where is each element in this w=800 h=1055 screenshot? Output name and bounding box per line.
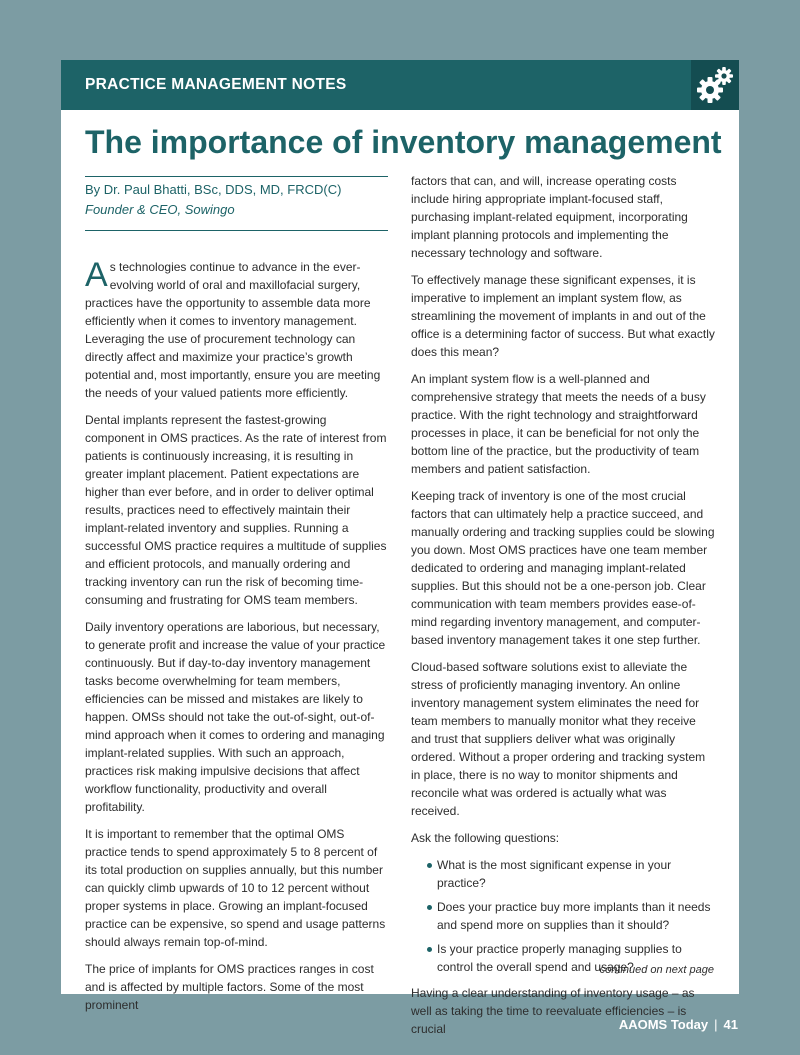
byline-bottom-rule — [85, 230, 388, 231]
byline — [85, 180, 388, 220]
questions-list — [411, 856, 716, 976]
paragraph: Cloud-based software solutions exist to alleviate the stress of proficiently managing inventory. An online inventory management system eliminates the need for team members to manually monitor what they receive and trust that suppliers deliver what was originally ordered. Without a proper ordering and tracking system in place, there is no way to monitor shipments and reconcile what was ordered is actually what was received. — [411, 660, 706, 818]
author-role: Founder & CEO, Sowingo — [85, 202, 235, 217]
byline-top-rule — [85, 176, 388, 177]
question-item: Is your practice properly managing supplies to control the overall spend and usage? — [427, 940, 716, 976]
author-name: By Dr. Paul Bhatti, BSc, DDS, MD, FRCD(C) — [85, 182, 342, 197]
closing-paragraph: Having a clear understanding of inventory usage – as well as taking the time to reevaluate efficiencies – is crucial — [411, 986, 695, 1036]
drop-cap: A — [85, 256, 108, 294]
intro-text: s technologies continue to advance in the ever-evolving world of oral and maxillofacial surgery, practices have the opportunity to assemble data more efficiently when it comes to inventory management. Leveraging the use of procurement technology can directly affect and maximize your practice’s growth potential and, most importantly, ensure you are meeting the needs of your valued patients more efficiently. — [85, 260, 381, 400]
right-column-text — [411, 172, 716, 1047]
paragraph: To effectively manage these significant expenses, it is imperative to implement an implant system flow, as streamlining the movement of implants in and out of the office is a determining factor of success. But what exactly does this mean? — [411, 273, 715, 359]
paragraph: It is important to remember that the optimal OMS practice tends to spend approximately 5 to 8 percent of its total production on supplies annually, but this number can quickly climb upwards of 10 to 12 percent without proper systems in place. Growing an implant-focused practice can be expensive, so spend and usage patterns should always remain top-of-mind. — [85, 827, 386, 949]
footer-separator: | — [714, 1017, 718, 1032]
section-header-bar — [61, 60, 739, 110]
intro-paragraph — [85, 258, 388, 402]
paragraph: Dental implants represent the fastest-growing component in OMS practices. As the rate of interest from patients is continuously increasing, it is resulting in greater implant placement. Patient expectations are higher than ever before, and in order to deliver optimal results, practices need to effectively maintain their implant-related inventory and supplies. Running a successful OMS practice requires a multitude of supplies and efficient protocols, and manually ordering and tracking inventory can run the risk of becoming time-consuming and frustrating for OMS team members. — [85, 413, 387, 607]
left-column-text — [85, 258, 388, 1023]
gear-box — [691, 60, 739, 110]
questions-intro: Ask the following questions: — [411, 831, 560, 845]
publication-name: AAOMS Today — [618, 1017, 709, 1032]
article-title: The importance of inventory management — [85, 124, 722, 160]
paragraph: factors that can, and will, increase operating costs include hiring appropriate implant-focused staff, purchasing implant-related equipment, incorporating implant planning protocols and implementing the necessary technology and software. — [411, 174, 688, 260]
paragraph: Daily inventory operations are laborious, but necessary, to generate profit and increase the value of your practice continuously. But if day-to-day inventory management tasks become overwhelming for team members, efficiencies can be missed and mistakes are likely to happen. OMSs should not take the out-of-sight, out-of-mind approach when it comes to ordering and managing implant-related supplies. With such an approach, practices risk making impulsive decisions that affect workflow functionality, productivity and overall profitability. — [85, 620, 386, 814]
page-number: 41 — [723, 1017, 738, 1032]
gears-icon — [695, 64, 735, 106]
question-item: Does your practice buy more implants than it needs and spend more on supplies than it should? — [427, 898, 716, 934]
paragraph: Keeping track of inventory is one of the most crucial factors that can ultimately help a practice succeed, and manually ordering and tracking supplies could be slowing you down. Most OMS practices have one team member dedicated to ordering and managing implant-related supplies. But this should not be a one-person job. Clear communication with team members provides ease-of-mind regarding inventory management, and computer-based inventory management takes it one step further. — [411, 489, 715, 647]
question-item: What is the most significant expense in your practice? — [427, 856, 716, 892]
section-label: PRACTICE MANAGEMENT NOTES — [85, 76, 347, 93]
paragraph: The price of implants for OMS practices ranges in cost and is affected by multiple factors. Some of the most prominent — [85, 962, 374, 1012]
paragraph: An implant system flow is a well-planned and comprehensive strategy that meets the needs of a busy practice. With the right technology and straightforward processes in place, it can be beneficial for not only the bottom line of the practice, but the productivity of team members and patient satisfaction. — [411, 372, 706, 476]
continued-note: continued on next page — [599, 964, 714, 976]
page-footer — [619, 1017, 738, 1032]
